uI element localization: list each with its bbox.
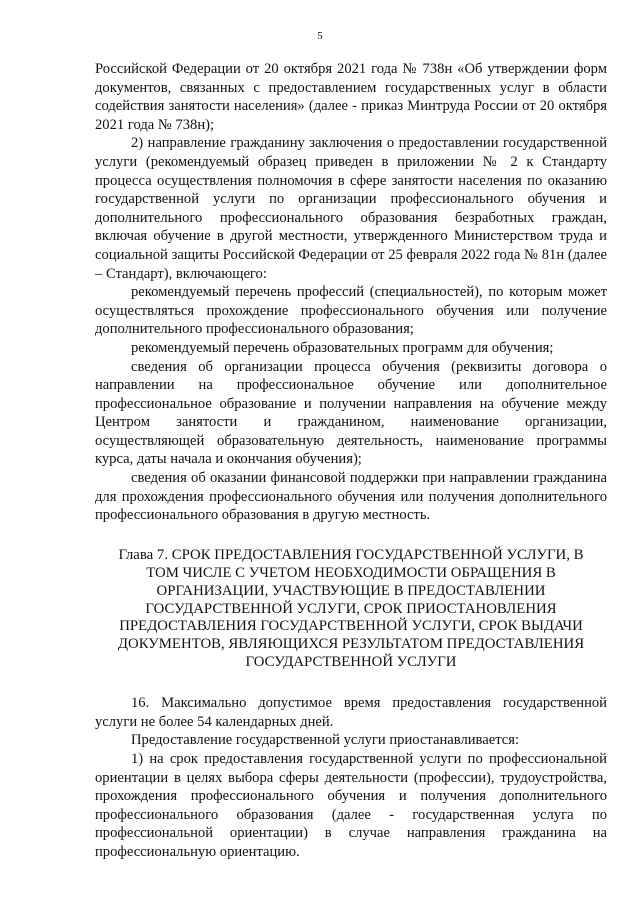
paragraph: рекомендуемый перечень профессий (специальностей), по которым может осуществляться прохождение профессионального обучения или получение дополнительного профессионального образования;: [95, 284, 607, 338]
paragraph: сведения об организации процесса обучения (реквизиты договора о направлении на профессиональное обучение или дополнительное профессиональное образование и получении направления на обучение между Центром занятости и гражданином, наименование организации, осуществляющей образовательную деятельность, наименование программы курса, даты начала и окончания обучения);: [95, 358, 607, 468]
chapter-heading: [95, 547, 607, 672]
chapter-heading-line: ДОКУМЕНТОВ, ЯВЛЯЮЩИХСЯ РЕЗУЛЬТАТОМ ПРЕДОСТАВЛЕНИЯ: [117, 636, 585, 653]
chapter-heading-line: ПРЕДОСТАВЛЕНИЯ ГОСУДАРСТВЕННОЙ УСЛУГИ, СРОК ВЫДАЧИ: [119, 618, 583, 635]
chapter-heading-line: ОРГАНИЗАЦИИ, УЧАСТВУЮЩИЕ В ПРЕДОСТАВЛЕНИИ: [156, 582, 546, 599]
document-body: [95, 60, 607, 862]
page-number: 5: [317, 30, 323, 42]
paragraph: 16. Максимально допустимое время предоставления государственной услуги не более 54 календарных дней.: [95, 695, 607, 730]
paragraph: сведения об оказании финансовой поддержки при направлении гражданина для прохождения профессионального обучения или получения дополнительного профессионального образования в другую местность.: [95, 470, 607, 524]
chapter-heading-line: Глава 7. СРОК ПРЕДОСТАВЛЕНИЯ ГОСУДАРСТВЕННОЙ УСЛУГИ, В: [118, 546, 584, 563]
paragraph: 1) на срок предоставления государственной услуги по профессиональной ориентации в целях выбора сферы деятельности (профессии), трудоустройства, прохождения профессионального обучения и получения дополнительного профессионального образования (далее - государственная услуга по профессиональной ориентации) в случае направления гражданина на профессиональную ориентацию.: [95, 750, 607, 860]
paragraph: Российской Федерации от 20 октября 2021 года № 738н «Об утверждении форм документов, связанных с предоставлением государственных услуг в области содействия занятости населения» (далее - приказ Минтруда России от 20 октября 2021 года № 738н);: [95, 61, 607, 133]
paragraph: рекомендуемый перечень образовательных программ для обучения;: [131, 339, 554, 356]
chapter-heading-line: ГОСУДАРСТВЕННОЙ УСЛУГИ: [245, 654, 457, 671]
chapter-heading-line: ГОСУДАРСТВЕННОЙ УСЛУГИ, СРОК ПРИОСТАНОВЛЕНИЯ: [145, 600, 557, 617]
paragraph: 2) направление гражданину заключения о предоставлении государственной услуги (рекомендуемый образец приведен в приложении № 2 к Стандарту процесса осуществления полномочия в сфере занятости населения по оказанию государственной услуги по организации профессионального обучения и дополнительного профессионального образования безработных граждан, включая обучение в другой местности, утвержденного Министерством труда и социальной защиты Российской Федерации от 25 февраля 2022 года № 81н (далее – Стандарт), включающего:: [95, 135, 607, 282]
paragraph: Предоставление государственной услуги приостанавливается:: [131, 732, 519, 749]
chapter-heading-line: ТОМ ЧИСЛЕ С УЧЕТОМ НЕОБХОДИМОСТИ ОБРАЩЕНИЯ В: [146, 564, 556, 581]
